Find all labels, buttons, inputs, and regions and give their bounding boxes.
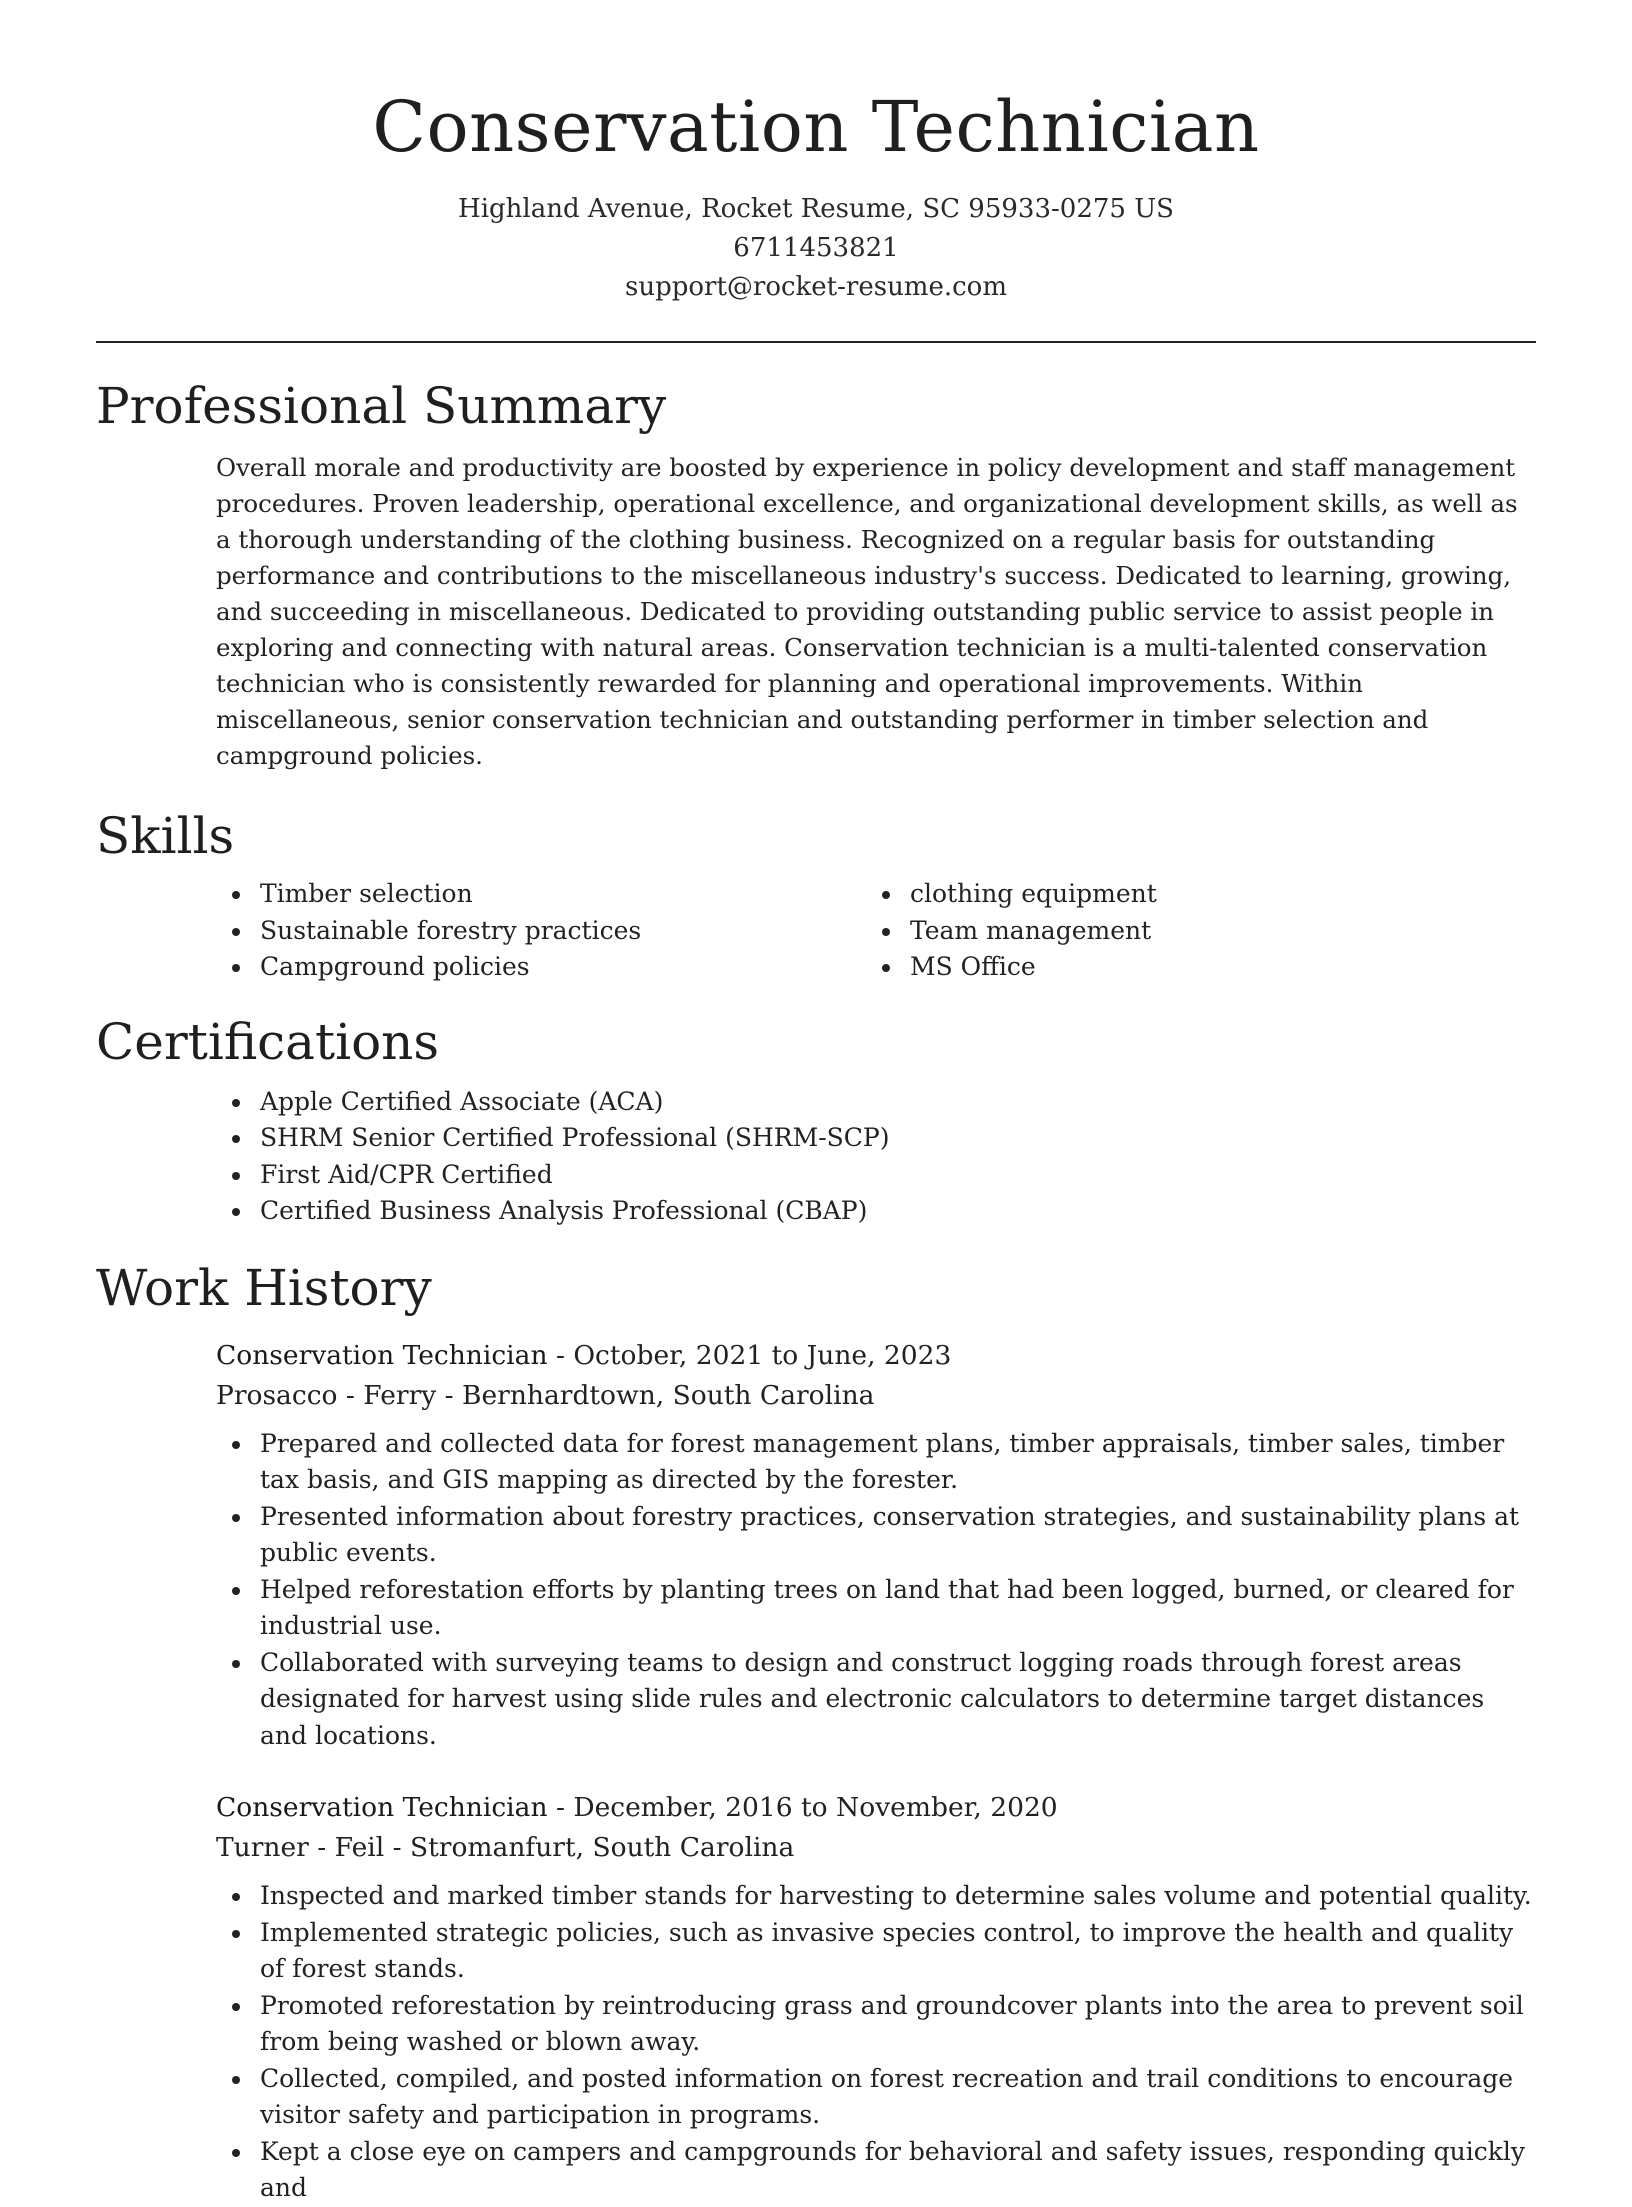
skills-column-right [866,876,1516,986]
job-title-line [216,1336,1536,1376]
skills-heading: Skills [96,807,235,865]
job-company-line [216,1376,1536,1416]
skill-item: Campground policies [216,949,866,986]
certification-item: Apple Certified Associate (ACA) [216,1084,1536,1121]
job-bullet: Promoted reforestation by reintroducing grass and groundcover plants into the area to prevent soil from being washed or blown away. [216,1988,1536,2061]
certifications-list [216,1084,1536,1230]
company-name: Prosacco - Ferry [216,1379,437,1411]
certification-item: Certified Business Analysis Professional (CBAP) [216,1193,1536,1230]
address: Highland Avenue, Rocket Resume, SC 95933-0275 US [458,194,1174,224]
job-bullet: Presented information about forestry practices, conservation strategies, and sustainability plans at public events. [216,1499,1536,1572]
job-dates: - October, 2021 to June, 2023 [547,1339,952,1371]
skills-column-left [216,876,866,986]
work-history-section [96,1254,1536,2207]
job-bullets [216,1878,1536,2207]
job-entry [96,1788,1536,2207]
company-name: Turner - Feil [216,1832,385,1863]
skills-section [96,802,1536,986]
work-history-heading: Work History [96,1258,432,1317]
job-bullet: Kept a close eye on campers and campgrounds for behavioral and safety issues, responding quickly and [216,2134,1536,2207]
job-title-line [216,1788,1536,1828]
company-location: - Stromanfurt, South Carolina [384,1832,795,1863]
phone: 6711453821 [733,233,899,263]
summary-text: Overall morale and productivity are boosted by experience in policy development and staff management procedures. Proven leadership, operational excellence, and organizational development skills, as well as a thorough understanding of the clothing business. Recognized on a regular basis for outstanding performance and contributions to the miscellaneous industry's success. Dedicated to learning, growing, and succeeding in miscellaneous. Dedicated to providing outstanding public service to assist people in exploring and connecting with natural areas. Conservation technician is a multi-talented conservation technician who is consistently rewarded for planning and operational improvements. Within miscellaneous, senior conservation technician and outstanding performer in timber selection and campground policies. [216,453,1518,770]
certifications-section [96,1008,1536,1230]
skill-item: Team management [866,913,1516,950]
skill-item: clothing equipment [866,876,1516,913]
summary-heading: Professional Summary [96,377,667,435]
certifications-heading: Certifications [96,1012,440,1071]
candidate-name: Conservation Technician [372,86,1260,168]
resume-header [0,0,1632,307]
job-dates: - December, 2016 to November, 2020 [547,1792,1058,1823]
job-title: Conservation Technician [216,1339,548,1371]
job-title: Conservation Technician [216,1792,548,1823]
contact-info [0,190,1632,307]
job-bullet: Collected, compiled, and posted information on forest recreation and trail conditions to encourage visitor safety and participation in programs. [216,2061,1536,2134]
skills-list [216,876,1536,986]
certification-item: First Aid/CPR Certified [216,1157,1536,1194]
skill-item: MS Office [866,949,1516,986]
email: support@rocket-resume.com [624,272,1007,302]
skill-item: Sustainable forestry practices [216,913,866,950]
job-bullet: Helped reforestation efforts by planting trees on land that had been logged, burned, or cleared for industrial use. [216,1572,1536,1645]
resume-body [96,372,1536,2207]
header-divider [96,341,1536,343]
summary-section [96,372,1536,774]
job-entry [96,1336,1536,1755]
skill-item: Timber selection [216,876,866,913]
job-bullet: Inspected and marked timber stands for harvesting to determine sales volume and potential quality. [216,1878,1536,1915]
job-bullets [216,1426,1536,1755]
job-company-line [216,1828,1536,1868]
certification-item: SHRM Senior Certified Professional (SHRM-SCP) [216,1120,1536,1157]
job-bullet: Collaborated with surveying teams to design and construct logging roads through forest areas designated for harvest using slide rules and electronic calculators to determine target distances and locations. [216,1645,1536,1755]
job-bullet: Implemented strategic policies, such as invasive species control, to improve the health and quality of forest stands. [216,1915,1536,1988]
company-location: - Bernhardtown, South Carolina [436,1379,875,1411]
job-bullet: Prepared and collected data for forest management plans, timber appraisals, timber sales, timber tax basis, and GIS mapping as directed by the forester. [216,1426,1536,1499]
